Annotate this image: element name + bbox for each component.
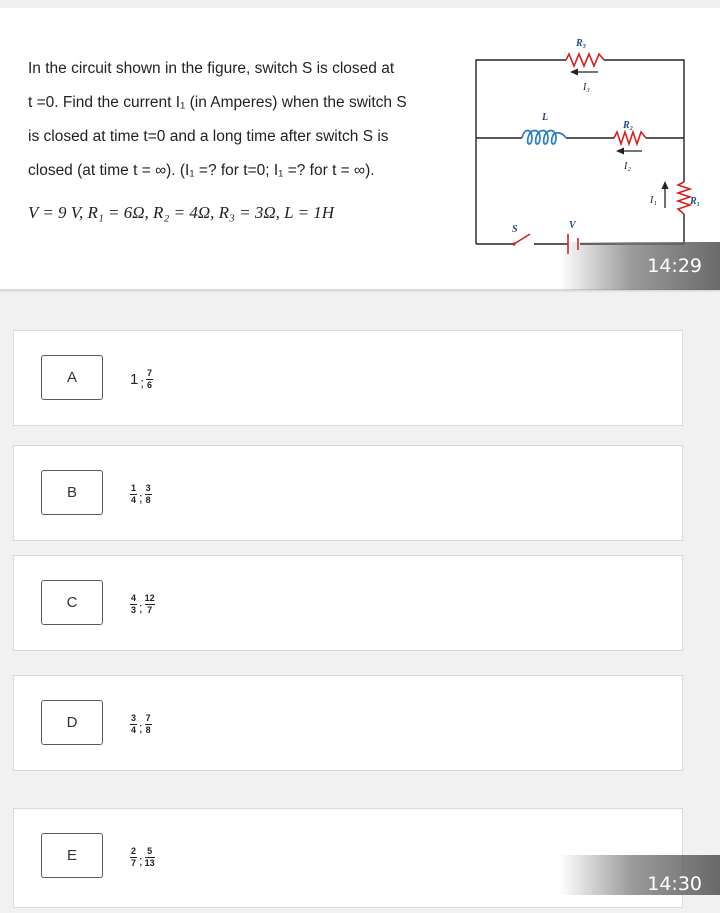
option-letter-box[interactable]: B <box>41 470 103 515</box>
arrow-left-icon <box>570 69 578 76</box>
answer-option-b[interactable] <box>13 445 683 541</box>
question-line: In the circuit shown in the figure, switch S is closed at <box>28 60 395 77</box>
first-fraction: $\frac{2}{7}$ <box>130 845 136 868</box>
resistor-r3 <box>566 54 604 66</box>
resistor-r2 <box>614 132 646 144</box>
answer-option-d[interactable] <box>13 675 683 771</box>
label-r3: R₃ <box>576 38 587 49</box>
label-s: S <box>512 224 518 235</box>
option-value: $\frac{3}{4}$ ; $\frac{7}{8}$ <box>130 712 151 735</box>
given-values: V = 9 V, R₁ = 6Ω, R₂ = 4Ω, R₃ = 3Ω, L = 1H <box>28 203 335 222</box>
circuit-diagram <box>470 28 701 250</box>
question-line: is closed at time t=0 and a long time after switch S is <box>28 128 389 145</box>
option-value: $\frac{2}{7}$ ; $\frac{5}{13}$ <box>130 845 155 868</box>
arrow-left-icon <box>616 148 624 155</box>
option-value: 1 ; $\frac{7}{6}$ <box>130 367 152 390</box>
label-i1: I₁ <box>650 195 657 206</box>
second-fraction: $\frac{7}{6}$ <box>146 367 152 390</box>
first-fraction: $\frac{1}{4}$ <box>130 482 136 505</box>
label-r2: R₂ <box>623 120 634 131</box>
answer-option-c[interactable] <box>13 555 683 651</box>
label-l: L <box>542 112 549 123</box>
option-letter-box[interactable]: A <box>41 355 103 400</box>
first-value: 1 <box>130 370 139 388</box>
label-i2: I₂ <box>624 161 631 172</box>
question-line: closed (at time t = ∞). (I₁ =? for t=0; I₁ =? for t = ∞). <box>28 162 375 179</box>
label-r1: R₁ <box>690 196 701 207</box>
label-i3: I₃ <box>583 82 590 93</box>
label-v: V <box>569 220 576 231</box>
second-fraction: $\frac{7}{8}$ <box>145 712 151 735</box>
question-card <box>0 8 720 290</box>
resistor-r1 <box>678 182 690 214</box>
option-value: $\frac{1}{4}$ ; $\frac{3}{8}$ <box>130 482 151 505</box>
video-timestamp: 14:30 <box>560 855 720 895</box>
switch-s <box>514 234 530 244</box>
option-letter-box[interactable]: C <box>41 580 103 625</box>
second-fraction: $\frac{12}{7}$ <box>144 592 155 615</box>
question-line: t =0. Find the current I₁ (in Amperes) when the switch S <box>28 94 407 111</box>
second-fraction: $\frac{5}{13}$ <box>144 845 155 868</box>
inductor-l <box>522 131 566 145</box>
first-fraction: $\frac{4}{3}$ <box>130 592 136 615</box>
option-letter-box[interactable]: D <box>41 700 103 745</box>
answer-option-a[interactable] <box>13 330 683 426</box>
option-letter-box[interactable]: E <box>41 833 103 878</box>
option-value: $\frac{4}{3}$ ; $\frac{12}{7}$ <box>130 592 155 615</box>
video-timestamp: 14:29 <box>560 242 720 290</box>
question-text <box>28 52 468 230</box>
second-fraction: $\frac{3}{8}$ <box>145 482 151 505</box>
first-fraction: $\frac{3}{4}$ <box>130 712 136 735</box>
arrow-up-icon <box>662 181 669 189</box>
